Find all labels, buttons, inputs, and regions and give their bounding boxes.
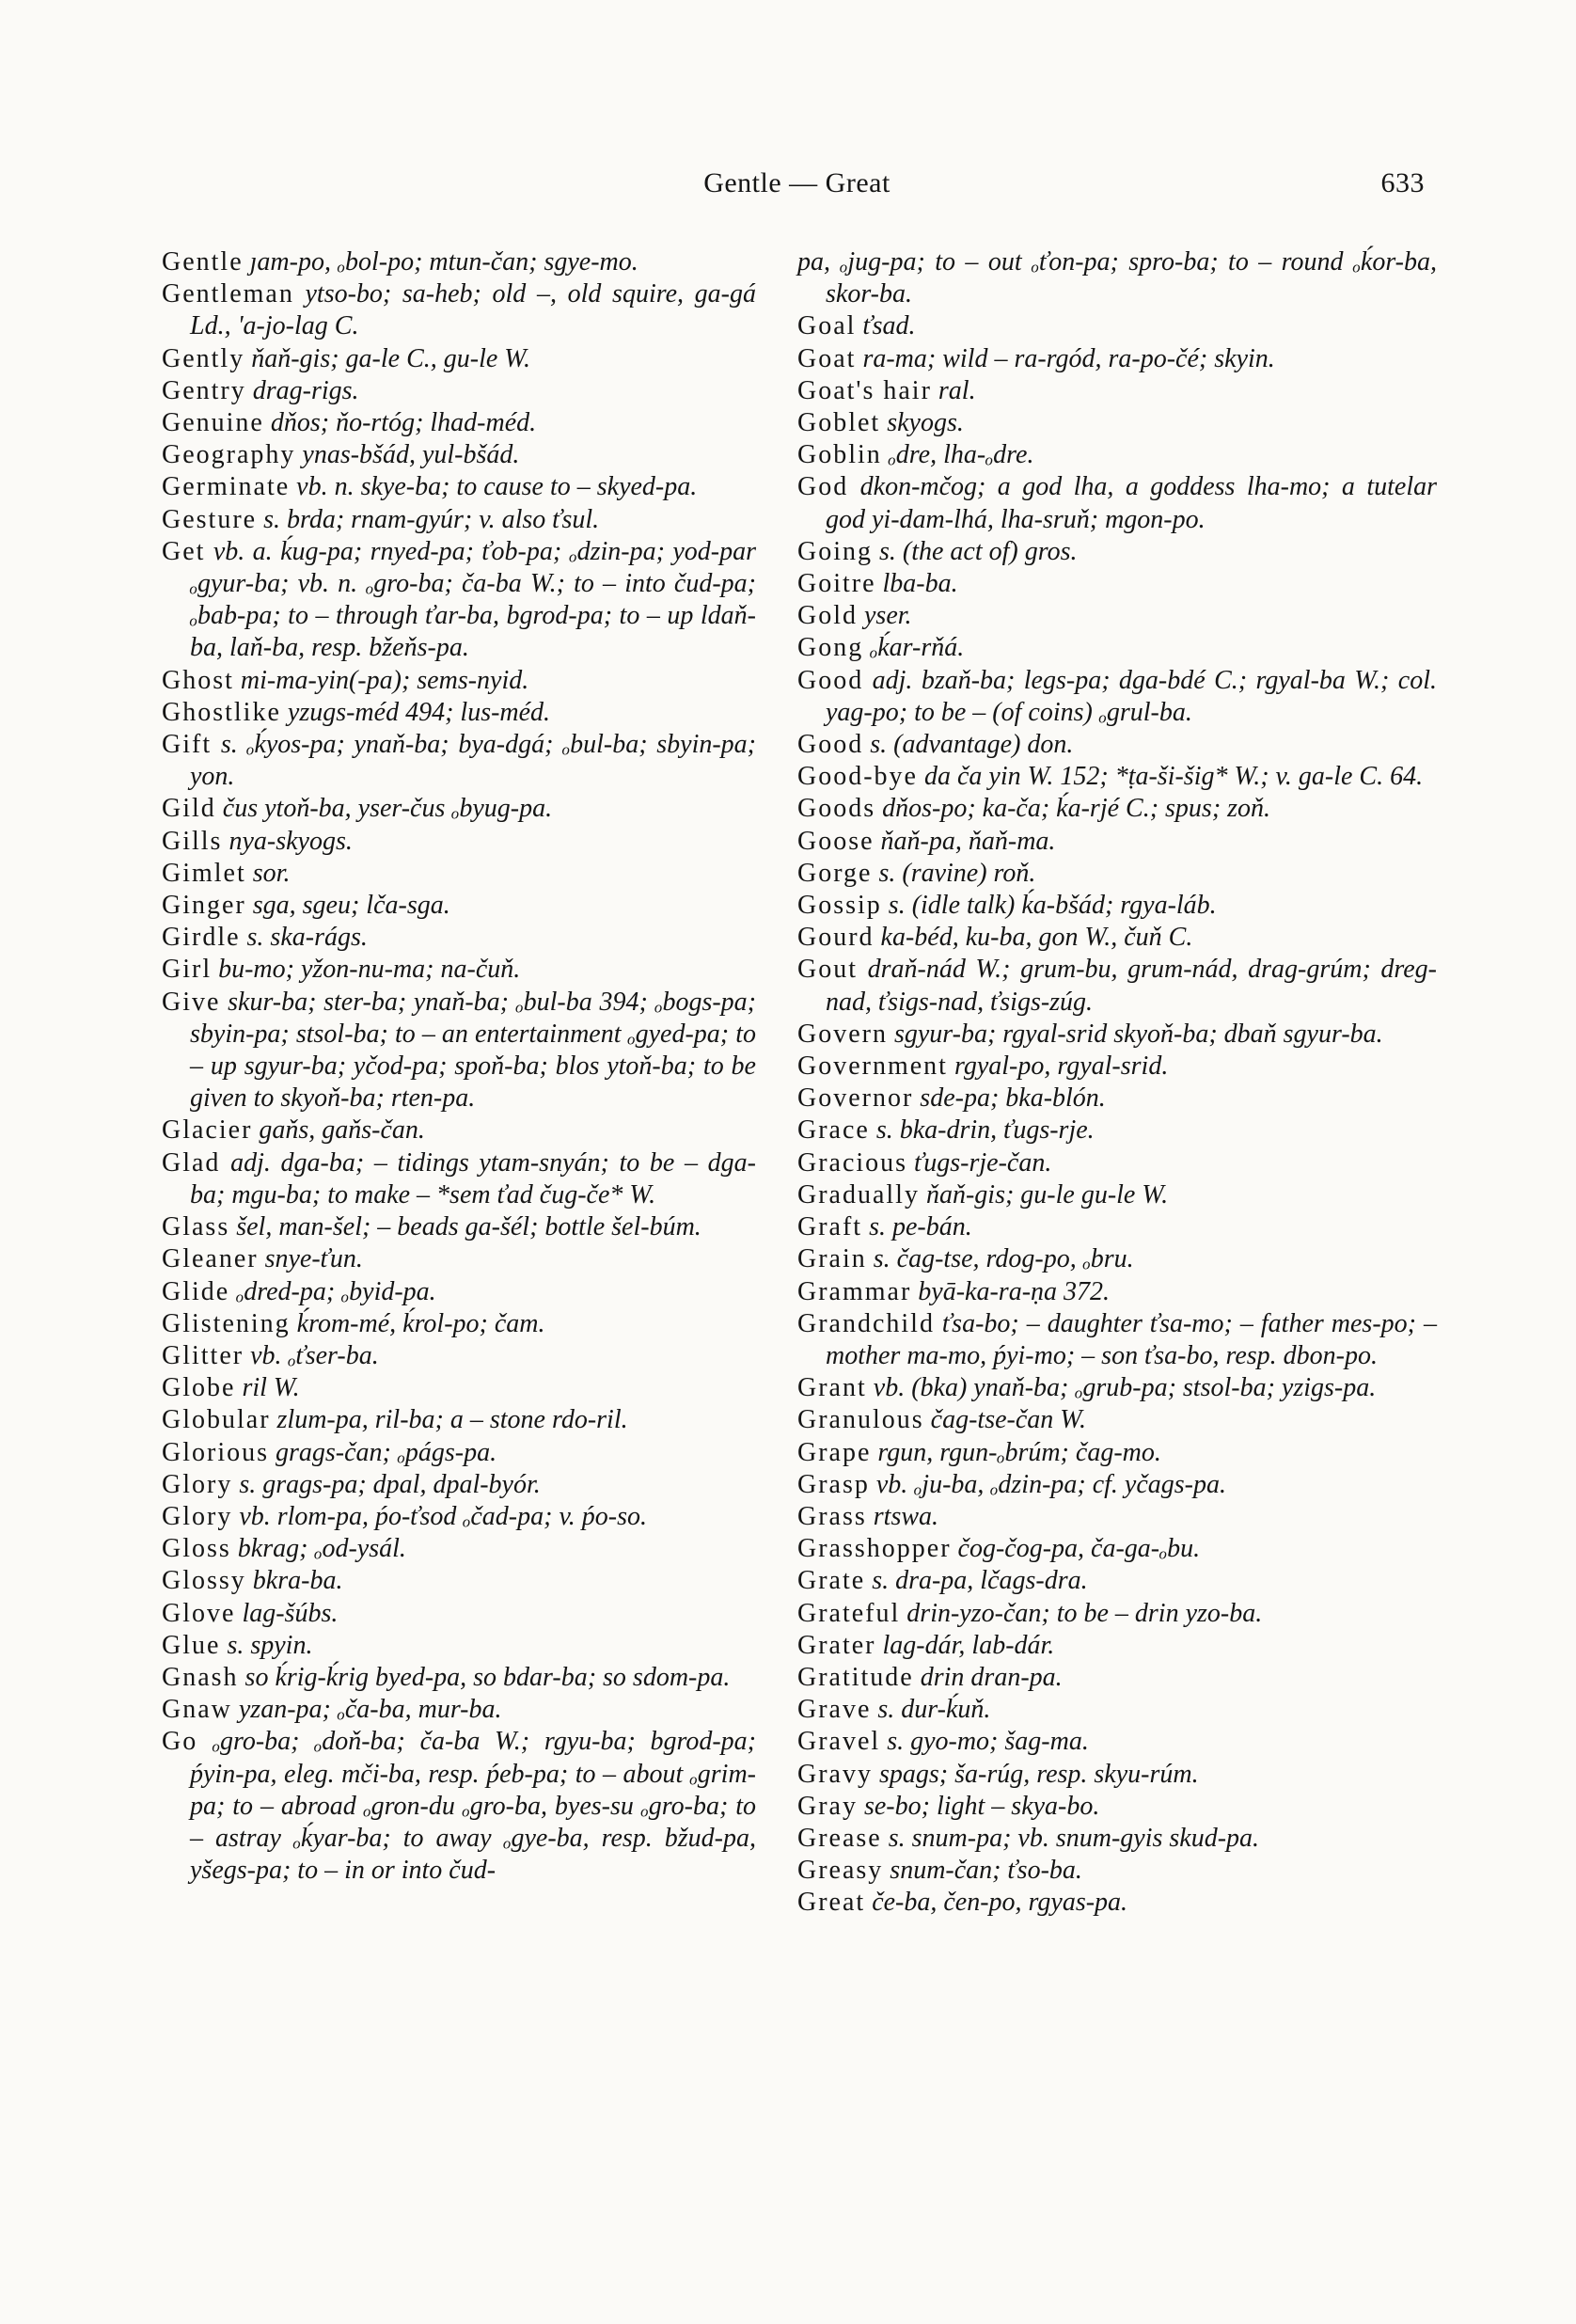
dictionary-entry — [162, 793, 756, 825]
entry-headword: Grammar — [797, 1276, 912, 1306]
dictionary-entry — [797, 568, 1437, 600]
dictionary-entry — [162, 1469, 756, 1501]
dictionary-entry — [797, 665, 1437, 729]
dictionary-entry — [162, 504, 756, 536]
dictionary-entry — [797, 1823, 1437, 1855]
entry-definition: s. (ravine) roň. — [878, 858, 1036, 888]
entry-headword: Germinate — [162, 472, 291, 502]
entry-headword: Goat's hair — [797, 375, 932, 405]
entry-headword: Gnash — [162, 1662, 239, 1692]
entry-definition: adj. dga-ba; – tidings ytam-snyán; to be – dga-ba; mgu-ba; to make – *sem ťad čug-če* W. — [190, 1147, 757, 1209]
entry-definition: sgyur-ba; rgyal-srid skyoň-ba; dbaň sgyur-ba. — [893, 1019, 1383, 1049]
entry-definition: s. brda; rnam-gyúr; v. also ťsul. — [263, 504, 600, 534]
entry-headword: Grate — [797, 1566, 866, 1596]
entry-headword: Goat — [797, 343, 857, 373]
entry-headword: Gentry — [162, 375, 246, 405]
dictionary-entry — [797, 343, 1437, 375]
dictionary-entry — [162, 1276, 756, 1308]
entry-definition: čus ytoň-ba, yser-čus ₒbyug-pa. — [222, 794, 553, 824]
entry-headword: Governor — [797, 1083, 914, 1114]
dictionary-entry — [797, 1147, 1437, 1179]
dictionary-entry — [162, 697, 756, 729]
entry-headword: Gild — [162, 794, 216, 824]
entry-definition: nya-skyogs. — [229, 826, 353, 856]
entry-definition: draň-nád W.; grum-bu, grum-nád, drag-grúm; dreg-nad, ťsigs-nad, ťsigs-zúg. — [826, 955, 1438, 1017]
dictionary-entry — [797, 1726, 1437, 1758]
dictionary-entry — [797, 858, 1437, 890]
dictionary-entry — [797, 1404, 1437, 1436]
entry-headword: Gorge — [797, 858, 873, 888]
entry-headword: Goblet — [797, 408, 881, 438]
entry-definition: ytso-bo; sa-heb; old –, old squire, ga-gá Ld., 'a-jo-lag C. — [190, 279, 756, 341]
dictionary-entry — [797, 600, 1437, 632]
dictionary-entry — [797, 826, 1437, 858]
dictionary-entry — [797, 439, 1437, 471]
entry-definition: yzugs-méd 494; lus-méd. — [287, 697, 551, 727]
entry-definition: bkra-ba. — [252, 1566, 343, 1596]
running-title: Gentle — Great — [703, 167, 890, 198]
entry-definition: vb. n. skye-ba; to cause to – skyed-pa. — [296, 472, 698, 502]
entry-headword: Grass — [797, 1501, 867, 1531]
dictionary-entry — [162, 858, 756, 890]
entry-headword: Globe — [162, 1373, 236, 1403]
entry-definition: ȷam-po, ₒbol-po; mtun-čan; sgye-mo. — [249, 247, 638, 277]
entry-definition: yzan-pa; ₒča-ba, mur-ba. — [238, 1695, 502, 1725]
dictionary-entry — [797, 1565, 1437, 1597]
entry-headword: Goblin — [797, 440, 882, 470]
dictionary-entry — [797, 375, 1437, 407]
entry-definition: skyogs. — [887, 408, 964, 438]
entry-headword: Goods — [797, 794, 876, 824]
dictionary-entry — [797, 761, 1437, 793]
dictionary-entry — [797, 1694, 1437, 1726]
dictionary-entry — [162, 1243, 756, 1275]
entry-headword: Goal — [797, 311, 857, 341]
entry-definition: s. gyo-mo; šag-ma. — [887, 1727, 1089, 1757]
entry-definition: ra-ma; wild – ra-rgód, ra-po-čé; skyin. — [862, 343, 1275, 373]
entry-headword: Gleaner — [162, 1244, 259, 1274]
entry-definition: s. snum-pa; vb. snum-gyis skud-pa. — [888, 1823, 1260, 1853]
dictionary-entry — [797, 632, 1437, 664]
running-head — [169, 167, 1425, 205]
entry-definition: s. pe-bán. — [869, 1212, 972, 1242]
dictionary-entry — [162, 954, 756, 986]
entry-headword: Goose — [797, 826, 875, 856]
entry-headword: Go — [162, 1727, 198, 1757]
entry-headword: Gradually — [797, 1179, 920, 1209]
entry-headword: Glorious — [162, 1437, 269, 1467]
entry-headword: Good — [797, 730, 864, 760]
dictionary-entry — [162, 1211, 756, 1243]
entry-headword: Gentle — [162, 247, 244, 277]
entry-definition: so ḱrig-ḱrig byed-pa, so bdar-ba; so sdom-pa. — [244, 1662, 731, 1692]
entry-definition: lba-ba. — [882, 569, 958, 599]
dictionary-entry — [797, 536, 1437, 568]
entry-headword: Glove — [162, 1598, 236, 1628]
dictionary-entry — [797, 1501, 1437, 1533]
entry-definition: byā-ka-ra-ṇa 372. — [918, 1276, 1111, 1306]
entry-headword: Ghostlike — [162, 697, 281, 727]
entry-definition: skur-ba; ster-ba; ynaň-ba; ₒbul-ba 394; ₒbogs-pa; sbyin-pa; stsol-ba; to – an entertainment ₒgyed-pa; to – up sgyur-ba; yčod-pa; spoň-ba; blos ytoň-ba; to be given to skyoň-ba; rten-pa. — [190, 987, 756, 1114]
entry-headword: Granulous — [797, 1405, 924, 1435]
dictionary-entry — [162, 1501, 756, 1533]
entry-headword: Glossy — [162, 1566, 246, 1596]
entry-headword: Gimlet — [162, 858, 246, 888]
dictionary-entry — [162, 1598, 756, 1630]
dictionary-entry — [797, 1115, 1437, 1146]
entry-definition: ka-béd, ku-ba, gon W., čuň C. — [880, 923, 1193, 953]
entry-definition: ňaň-pa, ňaň-ma. — [880, 826, 1056, 856]
entry-definition: s. spyin. — [227, 1630, 313, 1660]
entry-definition: se-bo; light – skya-bo. — [863, 1791, 1100, 1821]
entry-definition: vb. (bka) ynaň-ba; ₒgrub-pa; stsol-ba; yzigs-pa. — [873, 1373, 1377, 1403]
dictionary-entry — [162, 1404, 756, 1436]
entry-headword: Grace — [797, 1115, 870, 1146]
entry-definition: čag-tse-čan W. — [930, 1405, 1087, 1435]
entry-definition: s. dur-ḱuň. — [877, 1695, 991, 1725]
entry-headword: Grave — [797, 1695, 872, 1725]
right-column — [797, 246, 1437, 1920]
entry-headword: Gravel — [797, 1727, 881, 1757]
entry-definition: drag-rigs. — [252, 375, 359, 405]
entry-headword: Gout — [797, 955, 858, 985]
entry-definition: dkon-mčog; a god lha, a goddess lha-mo; a tutelar god yi-dam-lhá, lha-sruň; mgon-po. — [826, 472, 1437, 534]
dictionary-entry — [797, 246, 1437, 310]
dictionary-entry — [797, 1855, 1437, 1887]
entry-definition: drin dran-pa. — [920, 1662, 1063, 1692]
dictionary-entry — [797, 1887, 1437, 1919]
dictionary-entry — [797, 1759, 1437, 1791]
entry-headword: Girdle — [162, 923, 241, 953]
entry-definition: če-ba, čen-po, rgyas-pa. — [872, 1888, 1128, 1918]
dictionary-entry — [797, 310, 1437, 342]
entry-definition: grags-čan; ₒpágs-pa. — [276, 1437, 497, 1467]
entry-definition: s. bka-drin, ťugs-rje. — [875, 1115, 1095, 1146]
dictionary-entry — [797, 1469, 1437, 1501]
entry-headword: Graft — [797, 1212, 863, 1242]
entry-definition: rtswa. — [873, 1501, 939, 1531]
entry-headword: Gloss — [162, 1534, 231, 1564]
dictionary-entry — [797, 1662, 1437, 1694]
entry-headword: Gourd — [797, 923, 875, 953]
entry-headword: Glory — [162, 1501, 233, 1531]
dictionary-entry — [162, 1565, 756, 1597]
entry-headword: Gently — [162, 343, 245, 373]
dictionary-entry — [162, 1372, 756, 1404]
entry-headword: Gills — [162, 826, 223, 856]
dictionary-entry — [162, 1726, 756, 1887]
left-column — [162, 246, 756, 1887]
entry-headword: Globular — [162, 1405, 271, 1435]
entry-definition: yser. — [864, 601, 912, 631]
entry-headword: Give — [162, 987, 221, 1017]
entry-headword: Government — [797, 1051, 948, 1082]
dictionary-entry — [797, 471, 1437, 535]
dictionary-entry — [162, 1694, 756, 1726]
dictionary-entry — [797, 1019, 1437, 1051]
dictionary-entry — [797, 1179, 1437, 1211]
entry-definition: ynas-bšád, yul-bšád. — [302, 440, 520, 470]
entry-headword: Grasp — [797, 1469, 870, 1499]
entry-headword: Greasy — [797, 1856, 884, 1886]
page-number: 633 — [1380, 167, 1425, 198]
dictionary-entry — [797, 407, 1437, 439]
dictionary-entry — [162, 1533, 756, 1565]
dictionary-entry — [162, 1630, 756, 1662]
entry-headword: Grandchild — [797, 1308, 935, 1338]
entry-definition: lag-šúbs. — [242, 1598, 339, 1628]
entry-definition: ₒdre, lha-ₒdre. — [888, 440, 1034, 470]
entry-definition: ňaň-gis; ga-le C., gu-le W. — [251, 343, 531, 373]
entry-definition: ₒdred-pa; ₒbyid-pa. — [236, 1276, 436, 1306]
dictionary-entry — [162, 536, 756, 665]
dictionary-entry — [162, 1662, 756, 1694]
entry-definition: drin-yzo-čan; to be – drin yzo-ba. — [906, 1598, 1263, 1628]
entry-headword: Glory — [162, 1469, 233, 1499]
entry-definition: snum-čan; ťso-ba. — [890, 1856, 1082, 1886]
entry-headword: Glitter — [162, 1340, 244, 1370]
entry-headword: Get — [162, 536, 206, 566]
entry-headword: Going — [797, 536, 873, 566]
dictionary-entry — [797, 1791, 1437, 1823]
entry-headword: Gold — [797, 601, 858, 631]
dictionary-entry — [797, 1533, 1437, 1565]
dictionary-entry — [797, 922, 1437, 954]
entry-headword: Ginger — [162, 891, 246, 921]
entry-headword: Gentleman — [162, 279, 294, 309]
entry-definition: ḱrom-mé, ḱrol-po; čam. — [296, 1308, 545, 1338]
entry-headword: Gravy — [797, 1759, 873, 1789]
dictionary-entry — [162, 729, 756, 793]
dictionary-entry — [797, 1308, 1437, 1372]
dictionary-entry — [797, 793, 1437, 825]
entry-definition: vb. ₒťser-ba. — [250, 1340, 379, 1370]
entry-definition: ral. — [938, 375, 976, 405]
dictionary-entry — [162, 246, 756, 278]
dictionary-entry — [797, 890, 1437, 922]
entry-definition: s. ₒḱyos-pa; ynaň-ba; bya-dgá; ₒbul-ba; sbyin-pa; yon. — [190, 730, 757, 792]
entry-definition: sga, sgeu; lča-sga. — [252, 891, 450, 921]
entry-headword: Grape — [797, 1437, 872, 1467]
entry-headword: Glacier — [162, 1115, 253, 1146]
entry-definition: bu-mo; yžon-nu-ma; na-čuň. — [218, 955, 521, 985]
entry-definition: ťsa-bo; – daughter ťsa-mo; – father mes-po; – mother ma-mo, ṕyi-mo; – son ťsa-bo, resp. dbon-po. — [826, 1308, 1437, 1370]
entry-definition: s. čag-tse, rdog-po, ₒbru. — [873, 1244, 1134, 1274]
entry-headword: Great — [797, 1888, 866, 1918]
entry-headword: Gracious — [797, 1147, 908, 1178]
entry-definition: gaňs, gaňs-čan. — [259, 1115, 425, 1146]
entry-definition: ril W. — [242, 1373, 300, 1403]
entry-headword: Glistening — [162, 1308, 291, 1338]
entry-definition: sde-pa; bka-blón. — [920, 1083, 1106, 1114]
entry-headword: Grease — [797, 1823, 882, 1853]
entry-definition: rgyal-po, rgyal-srid. — [953, 1051, 1169, 1082]
entry-headword: Good-bye — [797, 762, 918, 792]
entry-definition: dňos; ňo-rtóg; lhad-méd. — [270, 408, 537, 438]
dictionary-entry — [162, 987, 756, 1115]
entry-headword: Grain — [797, 1244, 867, 1274]
entry-headword: Genuine — [162, 408, 264, 438]
dictionary-entry — [162, 1115, 756, 1146]
dictionary-entry — [162, 439, 756, 471]
entry-definition: snye-ťun. — [264, 1244, 363, 1274]
dictionary-entry — [797, 1630, 1437, 1662]
entry-definition: s. (advantage) don. — [870, 730, 1074, 760]
entry-definition: s. dra-pa, lčags-dra. — [872, 1566, 1088, 1596]
entry-headword: Goitre — [797, 569, 876, 599]
dictionary-entry — [162, 407, 756, 439]
dictionary-entry — [162, 826, 756, 858]
dictionary-entry — [162, 922, 756, 954]
dictionary-entry — [797, 1437, 1437, 1469]
entry-headword: Grant — [797, 1373, 867, 1403]
entry-headword: Glide — [162, 1276, 230, 1306]
dictionary-entry — [162, 1308, 756, 1340]
entry-headword: Grater — [797, 1630, 876, 1660]
entry-definition: ₒgro-ba; ₒdoň-ba; ča-ba W.; rgyu-ba; bgrod-pa; ṕyin-pa, eleg. mči-ba, resp. ṕeb-pa; to – about ₒgrim-pa; to – abroad ₒgron-du ₒgro-ba, byes-su ₒgro-ba; to – astray ₒḱyar-ba; to away ₒgye-ba, resp. bžud-pa, yšegs-pa; to – in or into čud- — [190, 1727, 757, 1886]
entry-headword: Girl — [162, 955, 213, 985]
dictionary-entry — [162, 343, 756, 375]
dictionary-entry — [797, 1083, 1437, 1115]
entry-headword: Gossip — [797, 891, 882, 921]
dictionary-entry — [797, 954, 1437, 1018]
dictionary-entry — [162, 665, 756, 697]
entry-headword: Gong — [797, 633, 864, 663]
dictionary-entry — [797, 1243, 1437, 1275]
entry-definition: s. grags-pa; dpal, dpal-byór. — [239, 1469, 541, 1499]
dictionary-entry — [797, 1276, 1437, 1308]
dictionary-entry — [797, 1372, 1437, 1404]
dictionary-entry — [162, 1437, 756, 1469]
entry-headword: Govern — [797, 1019, 888, 1049]
entry-definition: s. (the act of) gros. — [879, 536, 1078, 566]
entry-definition: vb. ₒju-ba, ₒdzin-pa; cf. yčags-pa. — [875, 1469, 1227, 1499]
entry-definition: vb. a. ḱug-pa; rnyed-pa; ťob-pa; ₒdzin-pa; yod-par ₒgyur-ba; vb. n. ₒgro-ba; ča-ba W.; to – into čud-pa; ₒbab-pa; to – through ťar-ba, bgrod-pa; to – up ldaň-ba, laň-ba, resp. bžeňs-pa. — [190, 536, 756, 663]
entry-definition: šel, man-šel; – beads ga-šél; bottle šel-búm. — [236, 1212, 701, 1242]
entry-headword: Good — [797, 665, 864, 695]
entry-definition: čog-čog-pa, ča-ga-ₒbu. — [957, 1534, 1201, 1564]
entry-definition: lag-dár, lab-dár. — [882, 1630, 1055, 1660]
entry-headword: Glass — [162, 1212, 230, 1242]
entry-definition: bkrag; ₒod-ysál. — [237, 1534, 406, 1564]
entry-definition: spags; ša-rúg, resp. skyu-rúm. — [878, 1759, 1199, 1789]
entry-definition: adj. bzaň-ba; legs-pa; dga-bdé C.; rgyal-ba W.; col. yag-po; to be – (of coins) ₒgrul-ba. — [826, 665, 1437, 727]
entry-definition: dňos-po; ka-ča; ḱa-rjé C.; spus; zoň. — [882, 794, 1271, 824]
entry-definition: sor. — [252, 858, 291, 888]
entry-definition: ₒḱar-rňá. — [870, 633, 965, 663]
entry-definition: da ča yin W. 152; *ṭa-ši-šig* W.; v. ga-le C. 64. — [923, 762, 1424, 792]
entry-definition: s. ska-rágs. — [246, 923, 368, 953]
entry-headword: Glue — [162, 1630, 221, 1660]
entry-definition: mi-ma-yin(-pa); sems-nyid. — [240, 665, 529, 695]
dictionary-entry — [797, 1211, 1437, 1243]
dictionary-entry — [162, 471, 756, 503]
entry-definition: pa, ₒjug-pa; to – out ₒťon-pa; spro-ba; to – round ₒḱor-ba, skor-ba. — [797, 247, 1437, 309]
entry-definition: s. (idle talk) ḱa-bšád; rgya-láb. — [888, 891, 1217, 921]
dictionary-entry — [797, 1598, 1437, 1630]
entry-headword: Gift — [162, 730, 213, 760]
entry-definition: ťugs-rje-čan. — [914, 1147, 1052, 1178]
entry-headword: Grateful — [797, 1598, 901, 1628]
dictionary-entry — [797, 1051, 1437, 1083]
entry-headword: Gray — [797, 1791, 858, 1821]
entry-headword: God — [797, 472, 849, 502]
entry-definition: rgun, rgun-ₒbrúm; čag-mo. — [877, 1437, 1161, 1467]
entry-headword: Gratitude — [797, 1662, 914, 1692]
entry-headword: Glad — [162, 1147, 221, 1178]
entry-headword: Geography — [162, 440, 296, 470]
entry-headword: Gesture — [162, 504, 258, 534]
entry-headword: Ghost — [162, 665, 234, 695]
dictionary-entry — [162, 278, 756, 342]
entry-headword: Grasshopper — [797, 1534, 952, 1564]
entry-definition: ťsad. — [862, 311, 916, 341]
dictionary-entry — [162, 1147, 756, 1211]
dictionary-entry — [162, 375, 756, 407]
dictionary-entry — [162, 1340, 756, 1372]
dictionary-entry — [797, 729, 1437, 761]
entry-headword: Gnaw — [162, 1695, 232, 1725]
entry-definition: zlum-pa, ril-ba; a – stone rdo-ril. — [276, 1405, 628, 1435]
entry-definition: ňaň-gis; gu-le gu-le W. — [925, 1179, 1169, 1209]
entry-definition: vb. rlom-pa, ṕo-ťsod ₒčad-pa; v. ṕo-so. — [239, 1501, 648, 1531]
dictionary-entry — [162, 890, 756, 922]
